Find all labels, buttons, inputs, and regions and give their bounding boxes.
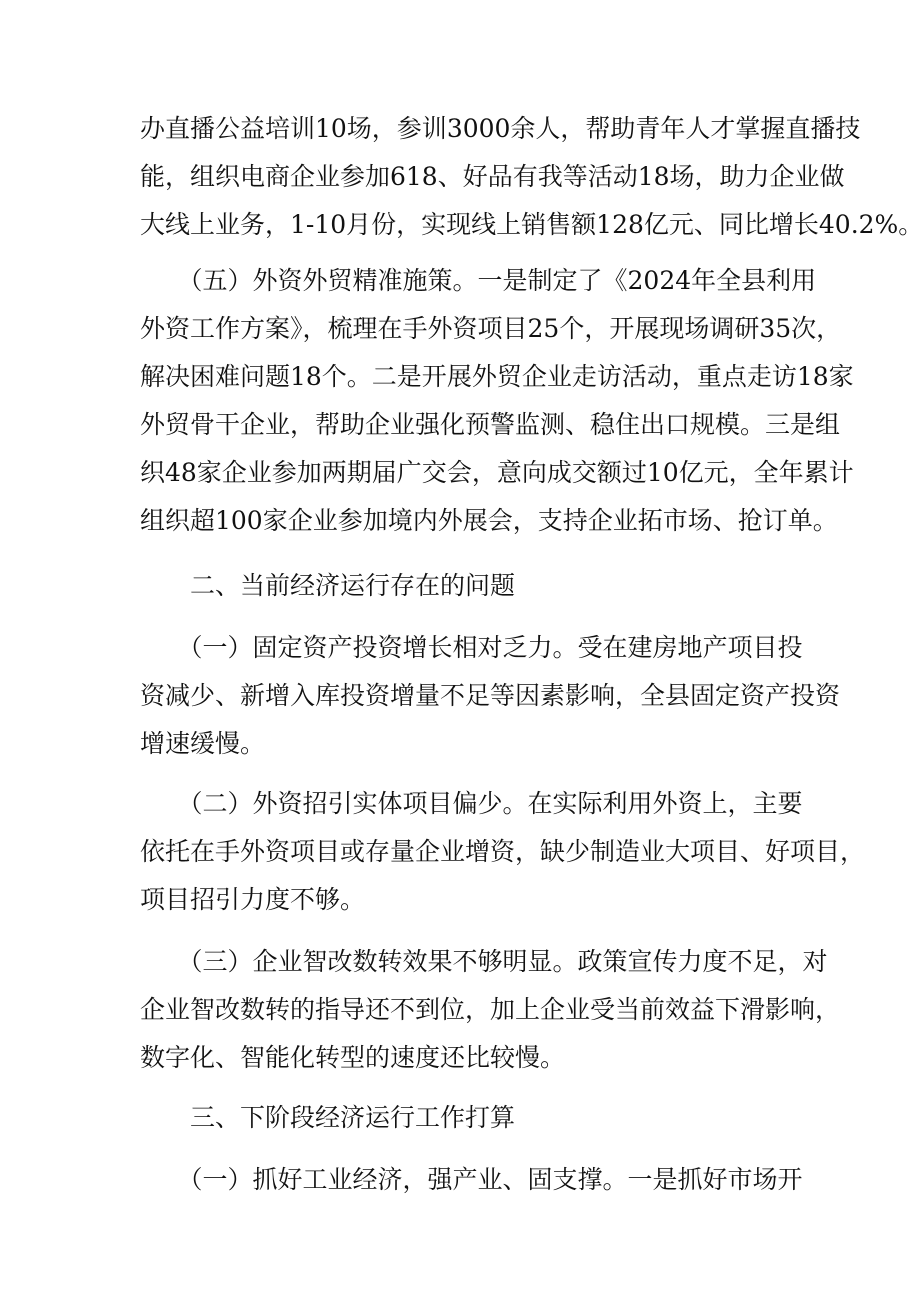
heading-text: 三、下阶段经济运行工作打算 <box>140 1103 516 1132</box>
text-line: 能，组织电商企业参加618、好品有我等活动18场，助力企业做 <box>140 162 845 191</box>
text-line: 大线上业务，1-10月份，实现线上销售额128亿元、同比增长40.2%。 <box>140 210 923 239</box>
text-line: 组织超100家企业参加境内外展会，支持企业拓市场、抢订单。 <box>140 506 838 535</box>
section-heading-problems <box>140 562 780 610</box>
text-line: 资减少、新增入库投资增量不足等因素影响，全县固定资产投资 <box>140 681 841 710</box>
heading-text: 二、当前经济运行存在的问题 <box>140 571 516 600</box>
text-line: （五）外资外贸精准施策。一是制定了《2024年全县利用 <box>140 266 817 295</box>
text-line: 企业智改数转的指导还不到位，加上企业受当前效益下滑影响， <box>140 995 841 1024</box>
text-line: 外资工作方案》，梳理在手外资项目25个，开展现场调研35次， <box>140 314 842 343</box>
text-line: 外贸骨干企业，帮助企业强化预警监测、稳住出口规模。三是组 <box>140 410 841 439</box>
text-line: 织48家企业参加两期届广交会，意向成交额过10亿元，全年累计 <box>140 458 854 487</box>
paragraph-foreign-trade <box>140 257 854 545</box>
text-line: 依托在手外资项目或存量企业增资，缺少制造业大项目、好项目， <box>140 837 866 866</box>
text-line: 数字化、智能化转型的速度还比较慢。 <box>140 1043 566 1072</box>
paragraph-industrial-economy <box>140 1156 803 1204</box>
text-line: （二）外资招引实体项目偏少。在实际利用外资上，主要 <box>140 789 803 818</box>
text-line: 增速缓慢。 <box>140 729 266 758</box>
text-line: （一）抓好工业经济，强产业、固支撑。一是抓好市场开 <box>140 1165 803 1194</box>
section-heading-next-stage <box>140 1094 780 1142</box>
paragraph-foreign-investment-projects <box>140 780 866 924</box>
text-line: 解决困难问题18个。二是开展外贸企业走访活动，重点走访18家 <box>140 362 854 391</box>
text-line: 办直播公益培训10场，参训3000余人，帮助青年人才掌握直播技 <box>140 114 861 143</box>
text-line: （一）固定资产投资增长相对乏力。受在建房地产项目投 <box>140 633 803 662</box>
paragraph-ecommerce-training <box>140 105 923 249</box>
text-line: 项目招引力度不够。 <box>140 885 366 914</box>
paragraph-digital-transformation <box>140 938 841 1082</box>
paragraph-fixed-asset-investment <box>140 624 841 768</box>
text-line: （三）企业智改数转效果不够明显。政策宣传力度不足，对 <box>140 947 828 976</box>
